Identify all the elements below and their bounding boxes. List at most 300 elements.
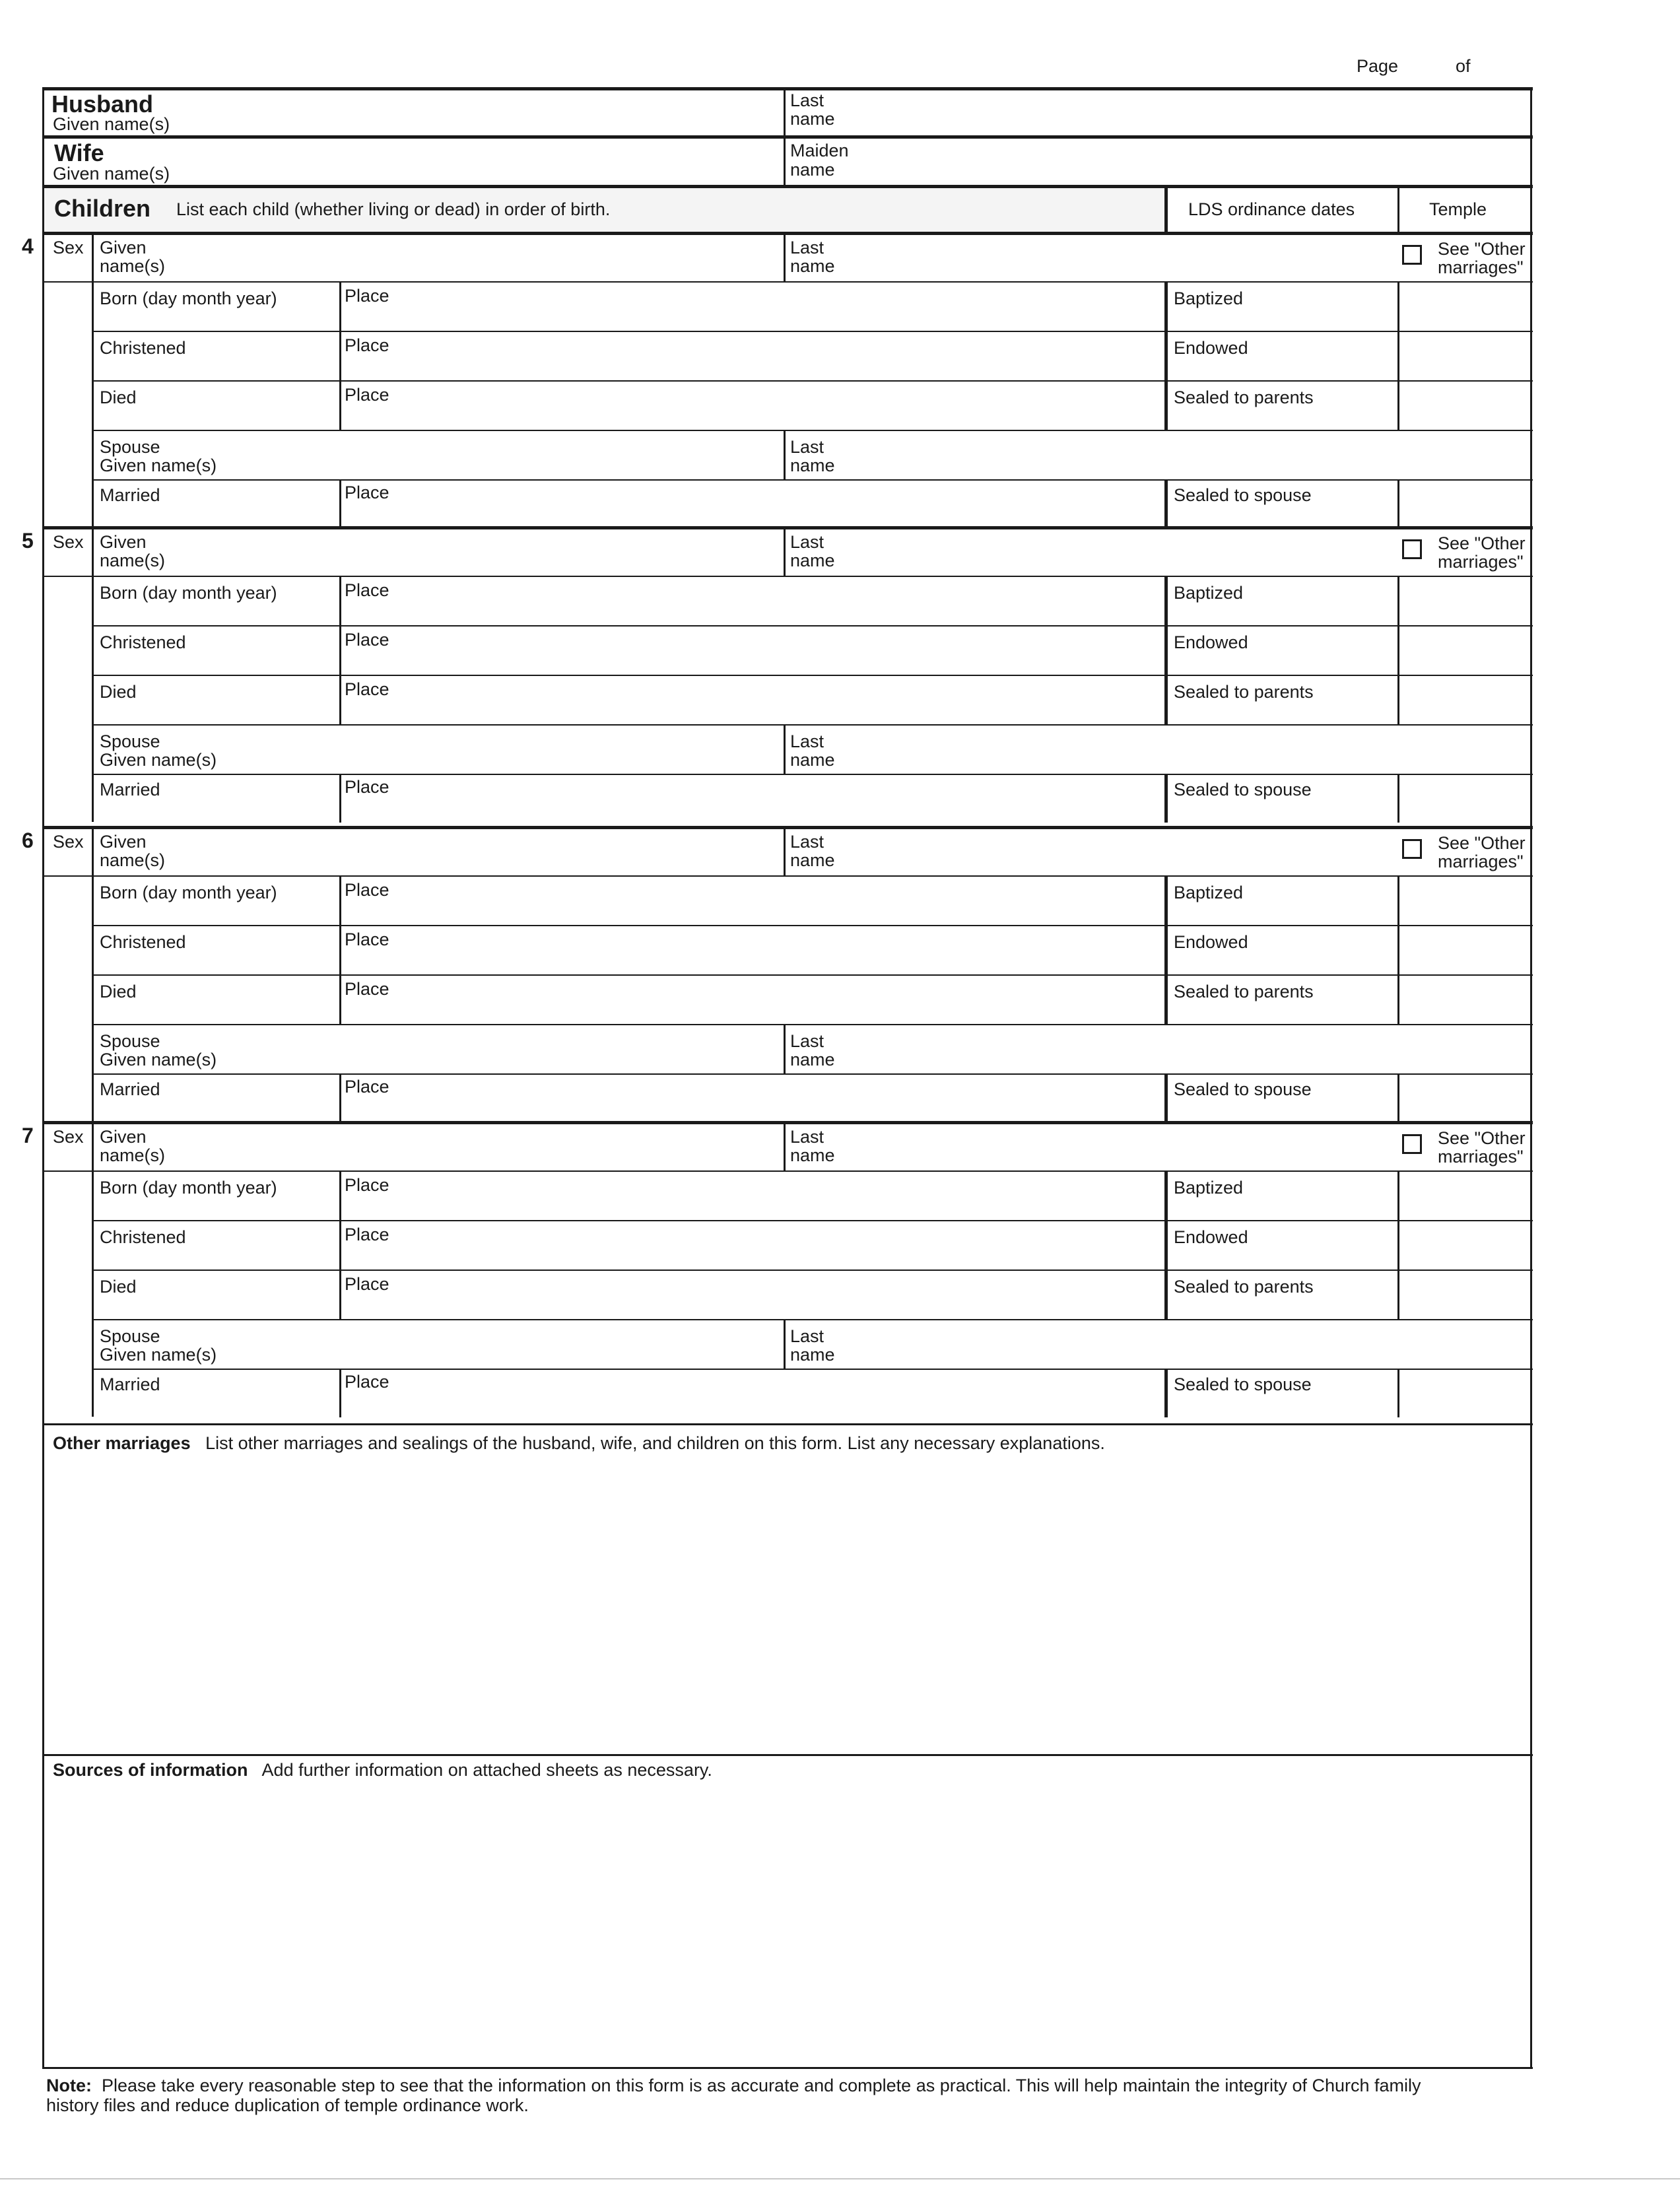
born-ordinance-date-input[interactable] bbox=[1174, 309, 1392, 329]
sex-input[interactable] bbox=[46, 261, 86, 280]
christened-ordinance-date-input[interactable] bbox=[1174, 358, 1392, 378]
died-ordinance-label: Sealed to parents bbox=[1174, 1277, 1314, 1297]
husband-last-input[interactable] bbox=[852, 92, 1518, 132]
married-place-label: Place bbox=[345, 1077, 389, 1097]
married-temple-divider bbox=[1397, 1075, 1399, 1122]
sex-input[interactable] bbox=[46, 556, 86, 574]
christened-date-input[interactable] bbox=[99, 1248, 333, 1268]
page-of-label: of bbox=[1456, 56, 1471, 76]
died-ordinance-date-input[interactable] bbox=[1174, 408, 1392, 428]
sex-label: Sex bbox=[53, 238, 84, 257]
born-ordinance-label: Baptized bbox=[1174, 583, 1244, 603]
wife-given-input[interactable] bbox=[218, 141, 772, 181]
sealed-spouse-label: Sealed to spouse bbox=[1174, 780, 1312, 799]
children-instruction: List each child (whether living or dead) in order of birth. bbox=[176, 199, 611, 219]
christened-temple-divider bbox=[1397, 332, 1399, 382]
born-row-bottom bbox=[92, 331, 1533, 332]
christened-row-bottom bbox=[92, 1270, 1533, 1271]
died-temple-input[interactable] bbox=[1403, 982, 1525, 1022]
died-ordinance-label: Sealed to parents bbox=[1174, 388, 1314, 407]
christened-row-bottom bbox=[92, 974, 1533, 976]
children-lds-divider bbox=[1164, 187, 1168, 234]
died-date-input[interactable] bbox=[99, 702, 333, 722]
given-label: Given bbox=[100, 832, 147, 852]
see-other-marriages-checkbox[interactable] bbox=[1402, 245, 1422, 265]
christened-label-divider bbox=[339, 1221, 341, 1271]
christened-lds-divider bbox=[1164, 926, 1168, 976]
died-temple-input[interactable] bbox=[1403, 1277, 1525, 1317]
born-label: Born (day month year) bbox=[100, 288, 277, 308]
given-label: Given bbox=[100, 532, 147, 552]
spouse-divider bbox=[784, 431, 786, 481]
married-place-label: Place bbox=[345, 777, 389, 797]
note-text-1: Please take every reasonable step to see that the information on this form is as accurate and complete as practical. This will help maintain the integrity of Church family bbox=[102, 2076, 1421, 2095]
see-other-marriages-checkbox[interactable] bbox=[1402, 839, 1422, 859]
died-place-input[interactable] bbox=[396, 388, 1155, 428]
sealed-spouse-date-input[interactable] bbox=[1174, 800, 1392, 820]
spouse-given-label: Given name(s) bbox=[100, 1345, 217, 1365]
husband-given-label: Given name(s) bbox=[53, 114, 170, 134]
died-place-label: Place bbox=[345, 1274, 389, 1294]
sealed-spouse-label: Sealed to spouse bbox=[1174, 1374, 1312, 1394]
sex-divider bbox=[92, 1121, 94, 1170]
sex-divider bbox=[92, 232, 94, 281]
child-top-rule bbox=[42, 826, 1533, 829]
married-label: Married bbox=[100, 485, 160, 505]
died-date-input[interactable] bbox=[99, 1297, 333, 1317]
born-label: Born (day month year) bbox=[100, 883, 277, 902]
christened-ordinance-label: Endowed bbox=[1174, 338, 1248, 358]
spouse-last-label-2: name bbox=[790, 456, 835, 475]
name-row-bottom bbox=[42, 576, 1533, 577]
died-place-input[interactable] bbox=[396, 1277, 1155, 1317]
other-marriages-instruction: List other marriages and sealings of the husband, wife, and children on this form. List any necessary explanations. bbox=[205, 1433, 1105, 1453]
given-name-input[interactable] bbox=[211, 238, 772, 278]
born-temple-divider bbox=[1397, 877, 1399, 926]
died-label: Died bbox=[100, 982, 137, 1001]
right-border bbox=[1530, 87, 1532, 2069]
christened-temple-input[interactable] bbox=[1403, 1228, 1525, 1268]
sex-label: Sex bbox=[53, 1127, 84, 1147]
spouse-given-label: Given name(s) bbox=[100, 456, 217, 475]
sex-divider bbox=[92, 826, 94, 875]
spouse-given-input[interactable] bbox=[277, 1032, 772, 1071]
spouse-given-label: Given name(s) bbox=[100, 750, 217, 770]
given-name-input[interactable] bbox=[211, 832, 772, 872]
born-ordinance-label: Baptized bbox=[1174, 1178, 1244, 1198]
married-label: Married bbox=[100, 780, 160, 799]
last-name-input[interactable] bbox=[852, 533, 1380, 572]
born-row-bottom bbox=[92, 925, 1533, 926]
died-row-bottom bbox=[92, 1319, 1533, 1320]
born-place-input[interactable] bbox=[396, 584, 1155, 623]
see-other-label: See "Other bbox=[1438, 833, 1526, 853]
died-row-bottom bbox=[92, 1024, 1533, 1025]
children-temple-divider bbox=[1397, 187, 1399, 234]
died-label-divider bbox=[339, 676, 341, 726]
wife-divider bbox=[784, 138, 786, 186]
died-label-divider bbox=[339, 1271, 341, 1320]
christened-lds-divider bbox=[1164, 626, 1168, 676]
other-marriages-bottom bbox=[42, 1754, 1533, 1756]
name-row-bottom bbox=[42, 1170, 1533, 1172]
died-ordinance-date-input[interactable] bbox=[1174, 702, 1392, 722]
wife-maiden-input[interactable] bbox=[852, 141, 1518, 181]
spouse-divider bbox=[784, 1320, 786, 1370]
christened-ordinance-date-input[interactable] bbox=[1174, 953, 1392, 972]
sex-col-divider bbox=[92, 576, 94, 822]
sealed-spouse-temple-input[interactable] bbox=[1403, 1080, 1525, 1120]
spouse-last-input[interactable] bbox=[852, 732, 1518, 772]
wife-name-label: name bbox=[790, 160, 835, 180]
spouse-given-input[interactable] bbox=[277, 732, 772, 772]
christened-date-input[interactable] bbox=[99, 953, 333, 972]
child-number: 4 bbox=[22, 234, 34, 258]
spouse-row-bottom bbox=[92, 479, 1533, 481]
spouse-divider bbox=[784, 1025, 786, 1075]
note-title: Note: bbox=[46, 2076, 92, 2095]
spouse-last-input[interactable] bbox=[852, 1032, 1518, 1071]
husband-name-label: name bbox=[790, 109, 835, 129]
given-label-2: name(s) bbox=[100, 256, 166, 276]
born-place-input[interactable] bbox=[396, 289, 1155, 329]
given-label-2: name(s) bbox=[100, 850, 166, 870]
born-ordinance-date-input[interactable] bbox=[1174, 1198, 1392, 1218]
married-date-input[interactable] bbox=[99, 506, 333, 525]
married-place-input[interactable] bbox=[396, 780, 1155, 820]
last-label: Last bbox=[790, 532, 824, 552]
spouse-last-input[interactable] bbox=[852, 1327, 1518, 1367]
married-date-input[interactable] bbox=[99, 1100, 333, 1120]
last-name-input[interactable] bbox=[852, 832, 1380, 872]
born-temple-divider bbox=[1397, 577, 1399, 626]
sealed-spouse-label: Sealed to spouse bbox=[1174, 485, 1312, 505]
died-date-input[interactable] bbox=[99, 408, 333, 428]
christened-temple-divider bbox=[1397, 626, 1399, 676]
born-ordinance-date-input[interactable] bbox=[1174, 603, 1392, 623]
born-row-bottom bbox=[92, 625, 1533, 626]
died-date-input[interactable] bbox=[99, 1002, 333, 1022]
see-other-label: See "Other bbox=[1438, 1128, 1526, 1148]
spouse-divider bbox=[784, 726, 786, 775]
married-place-label: Place bbox=[345, 483, 389, 502]
name-divider bbox=[784, 826, 786, 875]
born-date-input[interactable] bbox=[99, 603, 333, 623]
born-lds-divider bbox=[1164, 1172, 1168, 1221]
husband-divider bbox=[784, 88, 786, 136]
spouse-given-label: Given name(s) bbox=[100, 1050, 217, 1069]
christened-temple-input[interactable] bbox=[1403, 933, 1525, 972]
spouse-last-label-2: name bbox=[790, 1345, 835, 1365]
name-row-bottom bbox=[42, 875, 1533, 877]
died-temple-input[interactable] bbox=[1403, 388, 1525, 428]
note-line-1 bbox=[46, 2076, 1421, 2095]
died-temple-input[interactable] bbox=[1403, 683, 1525, 722]
page-label: Page bbox=[1357, 56, 1399, 76]
died-label: Died bbox=[100, 682, 137, 702]
born-row-bottom bbox=[92, 1220, 1533, 1221]
sealed-spouse-date-input[interactable] bbox=[1174, 1395, 1392, 1415]
name-divider bbox=[784, 526, 786, 576]
born-label: Born (day month year) bbox=[100, 1178, 277, 1198]
died-ordinance-label: Sealed to parents bbox=[1174, 982, 1314, 1001]
last-label: Last bbox=[790, 238, 824, 257]
died-lds-divider bbox=[1164, 976, 1168, 1025]
sealed-spouse-temple-input[interactable] bbox=[1403, 1375, 1525, 1415]
died-place-label: Place bbox=[345, 679, 389, 699]
sex-label: Sex bbox=[53, 832, 84, 852]
see-other-marriages-checkbox[interactable] bbox=[1402, 1134, 1422, 1154]
spouse-given-input[interactable] bbox=[277, 438, 772, 477]
married-temple-divider bbox=[1397, 775, 1399, 823]
born-label-divider bbox=[339, 283, 341, 332]
christened-temple-divider bbox=[1397, 926, 1399, 976]
note-text-2: history files and reduce duplication of temple ordinance work. bbox=[46, 2095, 529, 2115]
married-place-input[interactable] bbox=[396, 486, 1155, 525]
christened-label: Christened bbox=[100, 932, 186, 952]
given-label: Given bbox=[100, 1127, 147, 1147]
child-top-rule bbox=[42, 526, 1533, 529]
married-lds-divider bbox=[1164, 481, 1168, 528]
christened-place-input[interactable] bbox=[396, 339, 1155, 378]
last-name-input[interactable] bbox=[852, 1128, 1380, 1167]
christened-label-divider bbox=[339, 926, 341, 976]
born-temple-input[interactable] bbox=[1403, 883, 1525, 923]
given-name-input[interactable] bbox=[211, 533, 772, 572]
other-marriages-title: Other marriages bbox=[53, 1433, 191, 1453]
christened-place-label: Place bbox=[345, 630, 389, 650]
born-temple-input[interactable] bbox=[1403, 584, 1525, 623]
married-date-input[interactable] bbox=[99, 800, 333, 820]
sex-label: Sex bbox=[53, 532, 84, 552]
married-lds-divider bbox=[1164, 775, 1168, 823]
spouse-label: Spouse bbox=[100, 437, 160, 457]
married-label-divider bbox=[339, 1075, 341, 1122]
died-lds-divider bbox=[1164, 382, 1168, 431]
christened-place-input[interactable] bbox=[396, 933, 1155, 972]
died-ordinance-label: Sealed to parents bbox=[1174, 682, 1314, 702]
other-marriages-input[interactable] bbox=[53, 1459, 1518, 1749]
married-label-divider bbox=[339, 1370, 341, 1417]
born-date-input[interactable] bbox=[99, 903, 333, 923]
children-title: Children bbox=[54, 195, 151, 222]
last-name-input[interactable] bbox=[852, 238, 1380, 278]
spouse-last-label: Last bbox=[790, 437, 824, 457]
died-label: Died bbox=[100, 1277, 137, 1297]
born-date-input[interactable] bbox=[99, 1198, 333, 1218]
sealed-spouse-date-input[interactable] bbox=[1174, 506, 1392, 525]
spouse-last-label: Last bbox=[790, 1031, 824, 1051]
spouse-row-bottom bbox=[92, 1369, 1533, 1370]
top-border bbox=[42, 87, 1533, 90]
child-top-rule bbox=[42, 1121, 1533, 1124]
born-temple-divider bbox=[1397, 283, 1399, 332]
christened-lds-divider bbox=[1164, 1221, 1168, 1271]
husband-given-input[interactable] bbox=[218, 92, 772, 132]
last-label: Last bbox=[790, 1127, 824, 1147]
spouse-last-label: Last bbox=[790, 1326, 824, 1346]
christened-ordinance-label: Endowed bbox=[1174, 932, 1248, 952]
married-label-divider bbox=[339, 481, 341, 528]
name-divider bbox=[784, 1121, 786, 1170]
spouse-last-label-2: name bbox=[790, 1050, 835, 1069]
sex-input[interactable] bbox=[46, 856, 86, 874]
given-name-input[interactable] bbox=[211, 1128, 772, 1167]
christened-temple-input[interactable] bbox=[1403, 633, 1525, 673]
child-number: 7 bbox=[22, 1124, 34, 1147]
see-other-marriages-checkbox[interactable] bbox=[1402, 539, 1422, 559]
christened-place-label: Place bbox=[345, 335, 389, 355]
died-lds-divider bbox=[1164, 676, 1168, 726]
born-ordinance-label: Baptized bbox=[1174, 883, 1244, 902]
see-other-label: See "Other bbox=[1438, 533, 1526, 553]
see-other-label-2: marriages" bbox=[1438, 257, 1524, 277]
married-label: Married bbox=[100, 1079, 160, 1099]
born-date-input[interactable] bbox=[99, 309, 333, 329]
sex-input[interactable] bbox=[46, 1151, 86, 1169]
married-lds-divider bbox=[1164, 1370, 1168, 1417]
given-label-2: name(s) bbox=[100, 551, 166, 570]
born-label-divider bbox=[339, 877, 341, 926]
given-label-2: name(s) bbox=[100, 1145, 166, 1165]
born-label: Born (day month year) bbox=[100, 583, 277, 603]
christened-row-bottom bbox=[92, 675, 1533, 676]
wife-title: Wife bbox=[54, 139, 104, 166]
died-label-divider bbox=[339, 382, 341, 431]
husband-bottom bbox=[42, 135, 1533, 139]
sealed-spouse-temple-input[interactable] bbox=[1403, 486, 1525, 525]
born-place-label: Place bbox=[345, 286, 389, 306]
sealed-spouse-temple-input[interactable] bbox=[1403, 780, 1525, 820]
died-temple-divider bbox=[1397, 676, 1399, 726]
left-border bbox=[42, 87, 44, 2069]
christened-date-input[interactable] bbox=[99, 653, 333, 673]
temple-label: Temple bbox=[1429, 199, 1487, 219]
sources-heading bbox=[53, 1760, 712, 1780]
see-other-label-2: marriages" bbox=[1438, 1147, 1524, 1167]
died-ordinance-date-input[interactable] bbox=[1174, 1297, 1392, 1317]
lds-ordinance-label: LDS ordinance dates bbox=[1188, 199, 1355, 219]
spouse-last-label-2: name bbox=[790, 750, 835, 770]
christened-place-input[interactable] bbox=[396, 633, 1155, 673]
spouse-label: Spouse bbox=[100, 731, 160, 751]
died-row-bottom bbox=[92, 430, 1533, 431]
sex-col-divider bbox=[92, 281, 94, 527]
married-place-input[interactable] bbox=[396, 1375, 1155, 1415]
sealed-spouse-date-input[interactable] bbox=[1174, 1100, 1392, 1120]
christened-ordinance-date-input[interactable] bbox=[1174, 1248, 1392, 1268]
married-temple-divider bbox=[1397, 481, 1399, 528]
see-other-label-2: marriages" bbox=[1438, 552, 1524, 572]
sex-divider bbox=[92, 526, 94, 576]
christened-date-input[interactable] bbox=[99, 358, 333, 378]
married-date-input[interactable] bbox=[99, 1395, 333, 1415]
child-number: 6 bbox=[22, 829, 34, 852]
born-lds-divider bbox=[1164, 577, 1168, 626]
born-place-label: Place bbox=[345, 580, 389, 600]
born-ordinance-label: Baptized bbox=[1174, 288, 1244, 308]
spouse-last-label: Last bbox=[790, 731, 824, 751]
christened-temple-divider bbox=[1397, 1221, 1399, 1271]
last-label-2: name bbox=[790, 850, 835, 870]
born-temple-input[interactable] bbox=[1403, 1178, 1525, 1218]
born-temple-divider bbox=[1397, 1172, 1399, 1221]
sources-bottom bbox=[42, 2067, 1533, 2069]
sex-col-divider bbox=[92, 875, 94, 1122]
died-label-divider bbox=[339, 976, 341, 1025]
other-marriages-heading bbox=[53, 1433, 1105, 1453]
married-label: Married bbox=[100, 1374, 160, 1394]
spouse-label: Spouse bbox=[100, 1326, 160, 1346]
christened-ordinance-date-input[interactable] bbox=[1174, 653, 1392, 673]
married-temple-divider bbox=[1397, 1370, 1399, 1417]
sources-title: Sources of information bbox=[53, 1760, 248, 1780]
sealed-spouse-label: Sealed to spouse bbox=[1174, 1079, 1312, 1099]
last-label: Last bbox=[790, 832, 824, 852]
born-label-divider bbox=[339, 1172, 341, 1221]
wife-maiden-label: Maiden bbox=[790, 141, 849, 160]
spouse-given-input[interactable] bbox=[277, 1327, 772, 1367]
married-label-divider bbox=[339, 775, 341, 823]
child-top-rule bbox=[42, 232, 1533, 235]
children-bottom-rule bbox=[42, 1423, 1533, 1425]
spouse-row-bottom bbox=[92, 774, 1533, 775]
given-label: Given bbox=[100, 238, 147, 257]
christened-label-divider bbox=[339, 626, 341, 676]
spouse-row-bottom bbox=[92, 1073, 1533, 1075]
died-place-label: Place bbox=[345, 979, 389, 999]
married-lds-divider bbox=[1164, 1075, 1168, 1122]
born-lds-divider bbox=[1164, 877, 1168, 926]
husband-last-label: Last bbox=[790, 90, 824, 110]
name-row-bottom bbox=[42, 281, 1533, 283]
born-place-input[interactable] bbox=[396, 1178, 1155, 1218]
name-divider bbox=[784, 232, 786, 281]
christened-ordinance-label: Endowed bbox=[1174, 1227, 1248, 1247]
christened-temple-input[interactable] bbox=[1403, 339, 1525, 378]
christened-place-input[interactable] bbox=[396, 1228, 1155, 1268]
wife-given-label: Given name(s) bbox=[53, 164, 170, 184]
born-temple-input[interactable] bbox=[1403, 289, 1525, 329]
christened-label: Christened bbox=[100, 1227, 186, 1247]
sources-input[interactable] bbox=[53, 1786, 1518, 2063]
christened-place-label: Place bbox=[345, 1225, 389, 1244]
spouse-last-input[interactable] bbox=[852, 438, 1518, 477]
born-ordinance-date-input[interactable] bbox=[1174, 903, 1392, 923]
see-other-label: See "Other bbox=[1438, 239, 1526, 259]
born-place-label: Place bbox=[345, 1175, 389, 1195]
christened-label-divider bbox=[339, 332, 341, 382]
christened-row-bottom bbox=[92, 380, 1533, 382]
see-other-label-2: marriages" bbox=[1438, 852, 1524, 871]
died-temple-divider bbox=[1397, 1271, 1399, 1320]
died-temple-divider bbox=[1397, 382, 1399, 431]
christened-label: Christened bbox=[100, 632, 186, 652]
sex-col-divider bbox=[92, 1170, 94, 1417]
married-place-input[interactable] bbox=[396, 1080, 1155, 1120]
died-ordinance-date-input[interactable] bbox=[1174, 1002, 1392, 1022]
born-lds-divider bbox=[1164, 283, 1168, 332]
christened-place-label: Place bbox=[345, 930, 389, 949]
christened-label: Christened bbox=[100, 338, 186, 358]
born-place-input[interactable] bbox=[396, 883, 1155, 923]
child-number: 5 bbox=[22, 529, 34, 553]
born-label-divider bbox=[339, 577, 341, 626]
died-lds-divider bbox=[1164, 1271, 1168, 1320]
born-place-label: Place bbox=[345, 880, 389, 900]
died-place-input[interactable] bbox=[396, 683, 1155, 722]
died-place-input[interactable] bbox=[396, 982, 1155, 1022]
